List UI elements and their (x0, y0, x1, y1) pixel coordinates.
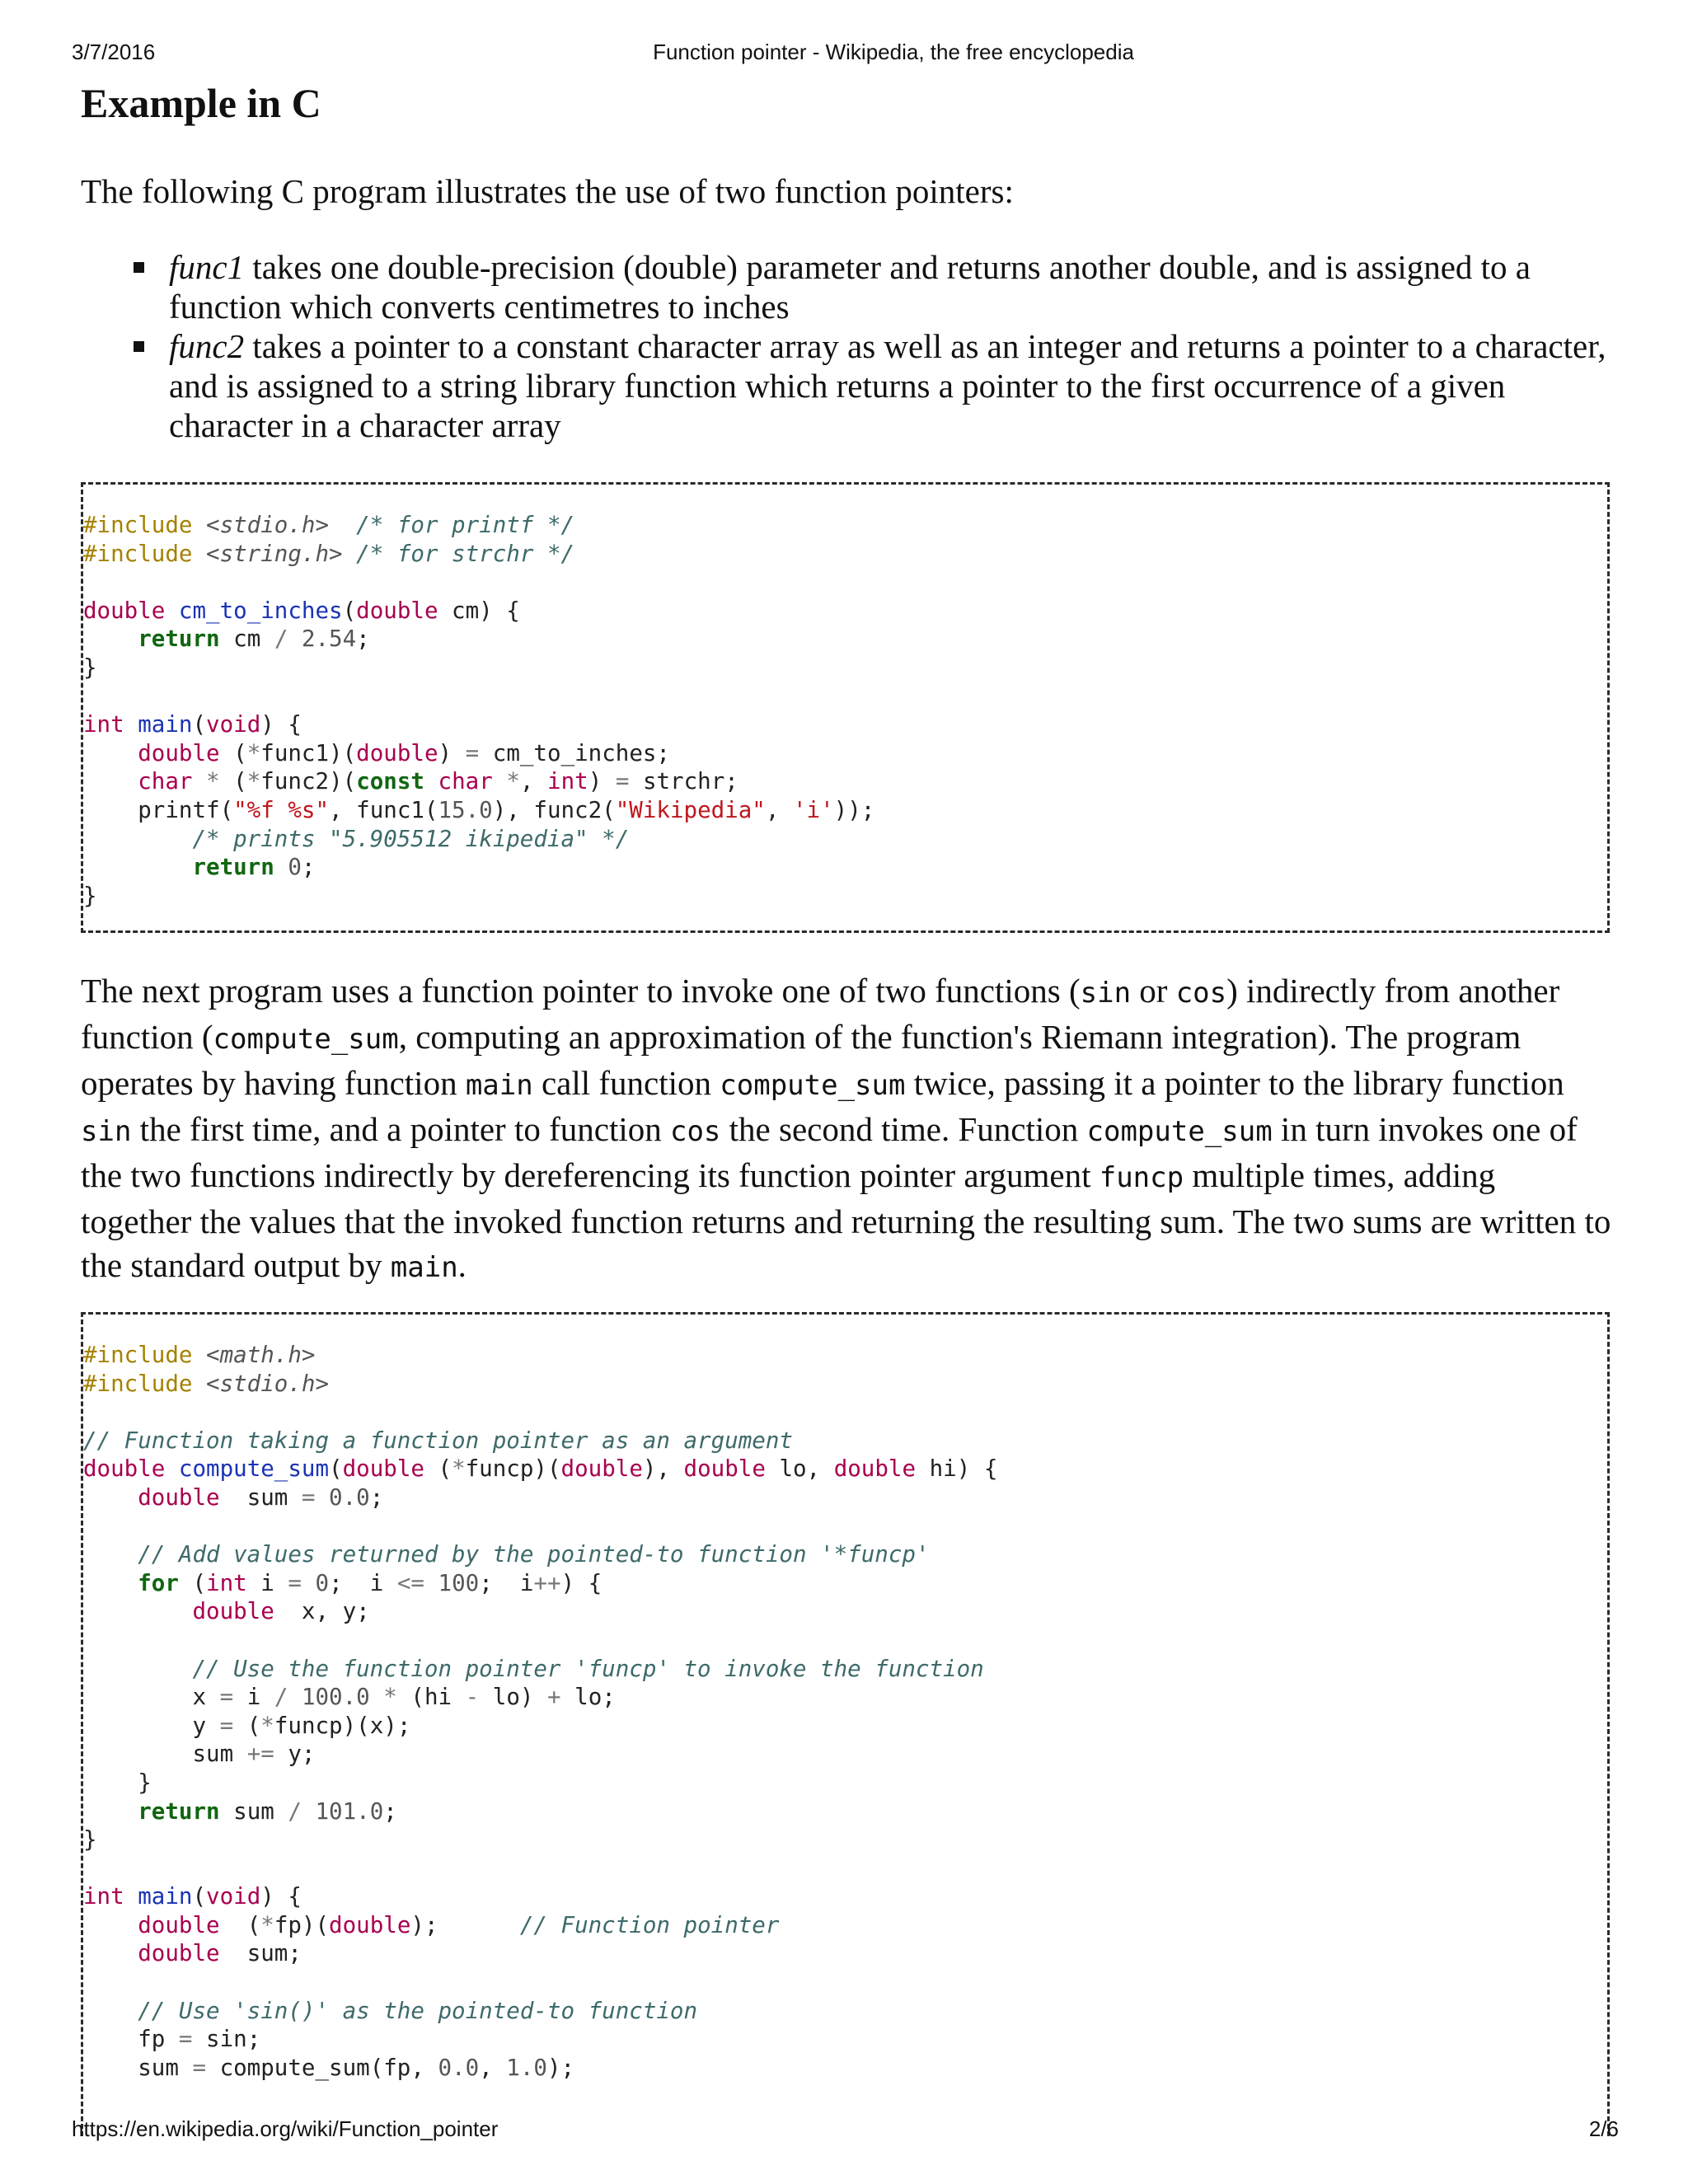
code-line: } (83, 1826, 97, 1854)
print-date: 3/7/2016 (72, 40, 156, 64)
code-line: return cm / 2.54; (138, 626, 370, 653)
inline-code: sin (1080, 977, 1132, 1010)
code-line: sum = compute_sum(fp, 0.0, 1.0); (83, 2054, 575, 2081)
code-listing-2 (83, 1341, 997, 2082)
code-line: } (83, 1769, 152, 1796)
code-line: y = (*funcp)(x); (83, 1712, 411, 1739)
code-line: return 0; (192, 854, 316, 881)
code-line: double (*fp)(double); // Function pointer (138, 1911, 780, 1938)
code-line: sum += y; (83, 1741, 316, 1768)
code-line: #include <stdio.h> (83, 1370, 330, 1397)
code-line: double (*func1)(double) = cm_to_inches; (138, 739, 670, 766)
code-line: for (int i = 0; i <= 100; i++) { (138, 1569, 603, 1596)
inline-code: main (390, 1251, 458, 1284)
code-line: #include <math.h> (83, 1342, 316, 1368)
bullet-square-icon (134, 341, 144, 352)
code-line: return sum / 101.0; (138, 1797, 397, 1825)
code-line: } (83, 654, 97, 681)
inline-code: compute_sum (720, 1069, 906, 1102)
bullet-text: takes one double-precision (double) parameter and returns another double, and is assigned to a function which converts centimetres to inches (169, 248, 1531, 326)
code-line: int main(void) { (83, 711, 302, 738)
inline-code: compute_sum (1086, 1115, 1273, 1148)
print-page-title: Function pointer - Wikipedia, the free encyclopedia (653, 40, 1134, 64)
section-heading: Example in C (81, 80, 321, 126)
code-line: int main(void) { (83, 1883, 302, 1910)
bullet-text: takes a pointer to a constant character array as well as an integer and returns a pointer to a character, and is assigned to a string library function which returns a pointer to the first occurrence of a given character in a character array (169, 327, 1606, 444)
list-item (81, 326, 1614, 445)
inline-code: funcp (1099, 1161, 1184, 1194)
bullet-term: func1 (169, 248, 245, 286)
code-block-1 (81, 482, 1610, 933)
inline-code: sin (81, 1115, 132, 1148)
code-line: /* prints "5.905512 ikipedia" */ (192, 825, 630, 852)
code-line: #include <string.h> /* for strchr */ (83, 540, 575, 567)
code-line: x = i / 100.0 * (hi - lo) + lo; (83, 1684, 616, 1711)
inline-code: compute_sum (213, 1023, 399, 1056)
bullet-square-icon (134, 262, 144, 273)
list-item (81, 247, 1614, 326)
function-pointer-list (81, 247, 1614, 445)
code-line: double x, y; (192, 1598, 370, 1625)
code-line: fp = sin; (83, 2026, 261, 2053)
code-line: #include <stdio.h> /* for printf */ (83, 512, 575, 538)
code-block-2 (81, 1312, 1610, 2136)
page-number: 2/6 (1588, 2116, 1619, 2141)
code-line: // Use the function pointer 'funcp' to invoke the function (192, 1655, 984, 1682)
inline-code: main (465, 1069, 533, 1102)
code-listing-1 (83, 511, 874, 910)
explanation-paragraph: The next program uses a function pointer to invoke one of two functions (sin or cos) indirectly from another function (compute_sum, computing an approximation of the function's Riemann integration). The program operates by having function main call function compute_sum twice, passing it a pointer to the library function sin the first time, and a pointer to function cos the second time. Function compute_sum in turn invokes one of the two functions indirectly by dereferencing its function pointer argument funcp multiple times, adding together the values that the invoked function returns and returning the resulting sum. The two sums are written to the standard output by main. (81, 972, 1611, 1284)
code-line: // Add values returned by the pointed-to function '*funcp' (138, 1541, 930, 1568)
code-line: // Function taking a function pointer as an argument (83, 1427, 793, 1454)
inline-code: cos (669, 1115, 721, 1148)
code-line: double sum; (138, 1940, 302, 1967)
code-line: printf("%f %s", func1(15.0), func2("Wikipedia", 'i')); (83, 796, 875, 823)
code-line: double sum = 0.0; (138, 1483, 384, 1511)
code-line: // Use 'sin()' as the pointed-to function (138, 1997, 698, 2024)
bullet-term: func2 (169, 327, 245, 365)
inline-code: cos (1175, 977, 1227, 1010)
print-url: https://en.wikipedia.org/wiki/Function_pointer (72, 2116, 499, 2141)
code-line: } (83, 882, 97, 909)
intro-paragraph: The following C program illustrates the use of two function pointers: (81, 172, 1014, 210)
code-line: double cm_to_inches(double cm) { (83, 597, 520, 624)
code-line: double compute_sum(double (*funcp)(double), double lo, double hi) { (83, 1455, 998, 1483)
code-line: char * (*func2)(const char *, int) = strchr; (138, 768, 738, 795)
